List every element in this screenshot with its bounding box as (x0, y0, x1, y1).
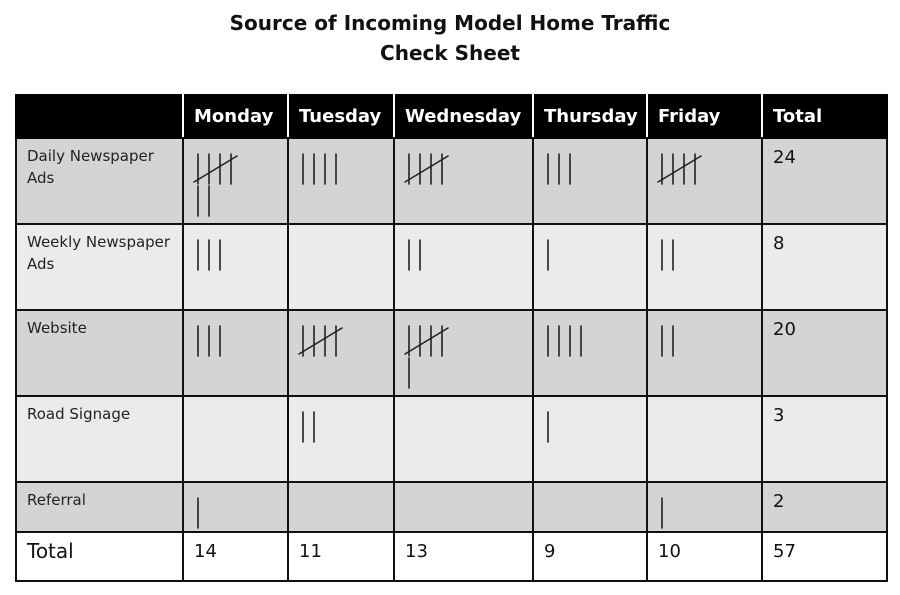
row-label: Road Signage (16, 396, 183, 482)
page-title: Source of Incoming Model Home Traffic (229, 11, 671, 35)
tally-cell (647, 310, 762, 396)
total-tuesday: 11 (288, 532, 394, 581)
tally-marks (395, 139, 505, 219)
header-wednesday: Wednesday (394, 95, 533, 138)
tally-cell (288, 310, 394, 396)
header-total: Total (762, 95, 887, 138)
row-total: 8 (762, 224, 887, 310)
tally-marks (184, 225, 294, 305)
tally-marks (184, 311, 294, 391)
tally-marks (534, 397, 644, 477)
header-tuesday: Tuesday (288, 95, 394, 138)
tally-marks (534, 139, 644, 219)
tally-cell (394, 396, 533, 482)
total-thursday: 9 (533, 532, 647, 581)
tally-marks (289, 397, 399, 477)
tally-cell (533, 224, 647, 310)
tally-cell (183, 138, 288, 224)
tally-cell (183, 396, 288, 482)
row-total: 2 (762, 482, 887, 532)
tally-cell (394, 310, 533, 396)
header-monday: Monday (183, 95, 288, 138)
tally-marks (648, 225, 758, 305)
tally-cell (288, 138, 394, 224)
tally-cell (288, 482, 394, 532)
header-row (16, 95, 887, 138)
total-row-label: Total (16, 532, 183, 581)
total-wednesday: 13 (394, 532, 533, 581)
tally-cell (288, 224, 394, 310)
header-thursday: Thursday (533, 95, 647, 138)
tally-cell (394, 482, 533, 532)
tally-marks (184, 139, 294, 219)
row-total: 20 (762, 310, 887, 396)
tally-marks (648, 311, 758, 391)
tally-marks (648, 139, 758, 219)
tally-cell (533, 482, 647, 532)
tally-cell (533, 396, 647, 482)
tally-cell (183, 310, 288, 396)
page-subtitle: Check Sheet (380, 41, 520, 65)
tally-cell (647, 138, 762, 224)
table-row (16, 138, 887, 224)
tally-cell (647, 396, 762, 482)
table-row (16, 310, 887, 396)
tally-cell (288, 396, 394, 482)
tally-marks (534, 225, 644, 305)
title-block (0, 8, 900, 68)
tally-cell (183, 224, 288, 310)
tally-marks (395, 225, 505, 305)
tally-marks (534, 311, 644, 391)
table-row (16, 396, 887, 482)
tally-cell (647, 482, 762, 532)
row-total: 3 (762, 396, 887, 482)
table-row (16, 482, 887, 532)
total-monday: 14 (183, 532, 288, 581)
tally-cell (647, 224, 762, 310)
tally-cell (533, 310, 647, 396)
row-label: Referral (16, 482, 183, 532)
total-row (16, 532, 887, 581)
row-label: Website (16, 310, 183, 396)
tally-cell (394, 138, 533, 224)
header-friday: Friday (647, 95, 762, 138)
tally-cell (533, 138, 647, 224)
tally-marks (289, 139, 399, 219)
tally-marks (289, 311, 399, 391)
row-total: 24 (762, 138, 887, 224)
row-label: Weekly Newspaper Ads (16, 224, 183, 310)
total-friday: 10 (647, 532, 762, 581)
check-sheet-table (15, 94, 888, 582)
row-label: Daily Newspaper Ads (16, 138, 183, 224)
table-row (16, 224, 887, 310)
grand-total: 57 (762, 532, 887, 581)
header-corner (16, 95, 183, 138)
tally-marks (395, 311, 505, 391)
tally-cell (394, 224, 533, 310)
tally-cell (183, 482, 288, 532)
